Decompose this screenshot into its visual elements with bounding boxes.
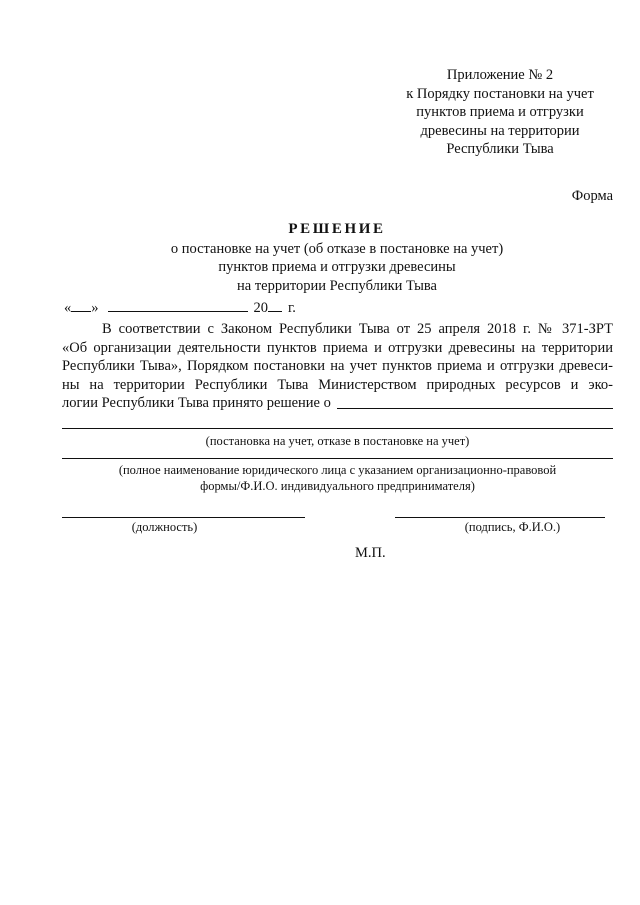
entity-rule — [62, 458, 613, 459]
body-line: «Об организации деятельности пунктов приема и отгрузки древесины на территории — [62, 339, 613, 356]
appendix-line: пунктов приема и отгрузки — [416, 104, 584, 121]
month-blank — [108, 311, 248, 312]
position-caption: (должность) — [131, 520, 198, 534]
year-blank — [268, 311, 282, 312]
document-title — [62, 220, 612, 295]
body-line: ны на территории Республики Тыва Министерством природных ресурсов и эко- — [62, 376, 613, 393]
appendix-line: Республики Тыва — [446, 141, 554, 158]
entity-caption-line: формы/Ф.И.О. индивидуального предпринимателя) — [200, 479, 475, 493]
signature-rule — [395, 517, 605, 518]
body-line: логии Республики Тыва принято решение о — [62, 395, 331, 412]
body-line: В соответствии с Законом Республики Тыва от 25 апреля 2018 г. № 371-ЗРТ — [102, 321, 613, 337]
body-line: Республики Тыва», Порядком постановки на учет пунктов приема и отгрузки древеси- — [62, 358, 613, 375]
body-line-last — [62, 394, 613, 413]
title-heading: РЕШЕНИЕ — [288, 221, 386, 237]
position-rule — [62, 517, 305, 518]
appendix-line: древесины на территории — [420, 122, 580, 139]
year-suffix: г. — [288, 300, 296, 316]
decision-caption: (постановка на учет, отказе в постановке на учет) — [205, 434, 470, 448]
entity-caption — [62, 462, 613, 494]
date-line — [64, 300, 296, 317]
title-line: о постановке на учет (об отказе в постановке на учет) — [170, 240, 504, 257]
date-close-quote: » — [91, 300, 99, 316]
appendix-line: Приложение № 2 — [446, 67, 554, 83]
date-open-quote: « — [64, 300, 72, 316]
signature-caption: (подпись, Ф.И.О.) — [464, 520, 561, 534]
stamp-label: М.П. — [355, 545, 386, 561]
decision-blank — [337, 394, 613, 409]
decision-body — [62, 320, 613, 413]
entity-caption-line: (полное наименование юридического лица с указанием организационно-правовой — [118, 463, 557, 477]
title-line: пунктов приема и отгрузки древесины — [218, 259, 456, 276]
title-line: на территории Республики Тыва — [237, 277, 437, 294]
appendix-line: к Порядку постановки на учет — [406, 85, 594, 102]
appendix-header — [380, 66, 620, 159]
year-prefix: 20 — [253, 300, 268, 316]
day-blank — [71, 311, 91, 312]
decision-rule — [62, 428, 613, 429]
form-label: Форма — [571, 188, 613, 204]
